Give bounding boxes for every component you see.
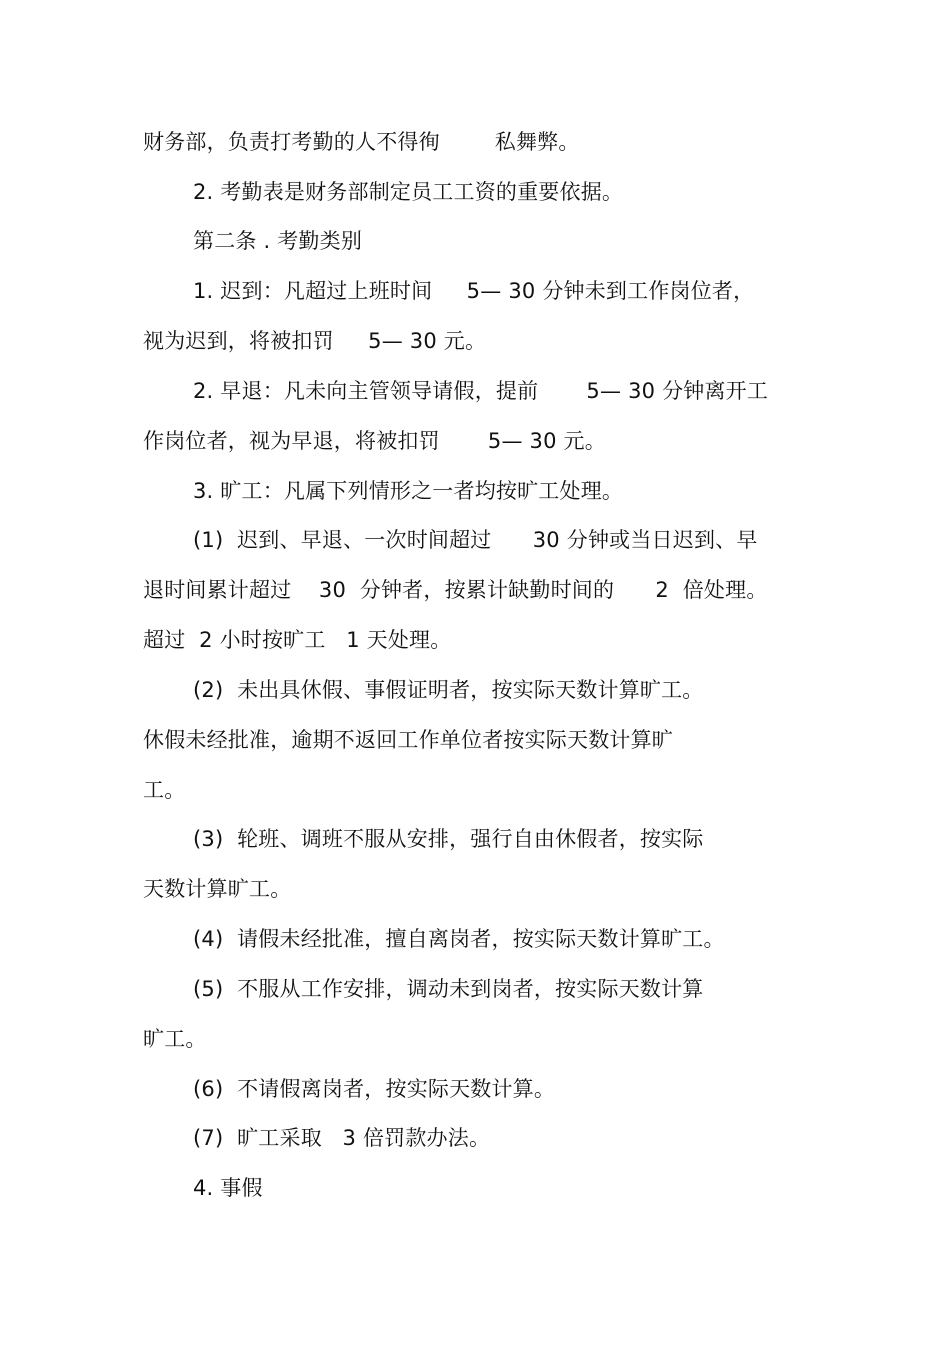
text-line: (1) 迟到、早退、一次时间超过 30 分钟或当日迟到、早: [193, 528, 758, 552]
text-line: 天数计算旷工。: [143, 877, 292, 901]
text-line: 视为迟到，将被扣罚 5— 30 元。: [143, 329, 487, 353]
text-line: 退时间累计超过 30 分钟者，按累计缺勤时间的 2 倍处理。: [143, 578, 768, 602]
text-line: 3. 旷工：凡属下列情形之一者均按旷工处理。: [193, 479, 624, 503]
text-line: 超过 2 小时按旷工 1 天处理。: [143, 628, 452, 652]
text-line: 2. 考勤表是财务部制定员工工资的重要依据。: [193, 180, 624, 204]
text-line: (6) 不请假离岗者，按实际天数计算。: [193, 1077, 556, 1101]
text-line: (3) 轮班、调班不服从安排，强行自由休假者，按实际: [193, 827, 704, 851]
text-line: 4. 事假: [193, 1176, 263, 1200]
text-line: 2. 早退：凡未向主管领导请假，提前 5— 30 分钟离开工: [193, 379, 769, 403]
section-heading: 第二条 . 考勤类别: [193, 229, 363, 253]
text-line: 1. 迟到：凡超过上班时间 5— 30 分钟未到工作岗位者，: [193, 279, 755, 303]
text-line: 工。: [143, 778, 186, 802]
text-line: (4) 请假未经批准，擅自离岗者，按实际天数计算旷工。: [193, 927, 725, 951]
text-line: 作岗位者，视为早退，将被扣罚 5— 30 元。: [143, 429, 606, 453]
text-line: (7) 旷工采取 3 倍罚款办法。: [193, 1126, 491, 1150]
text-line: 旷工。: [143, 1027, 207, 1051]
text-line: 财务部，负责打考勤的人不得徇 私舞弊。: [143, 130, 580, 154]
text-line: (2) 未出具休假、事假证明者，按实际天数计算旷工。: [193, 678, 704, 702]
text-line: 休假未经批准，逾期不返回工作单位者按实际天数计算旷: [143, 728, 673, 752]
text-line: (5) 不服从工作安排，调动未到岗者，按实际天数计算: [193, 977, 704, 1001]
